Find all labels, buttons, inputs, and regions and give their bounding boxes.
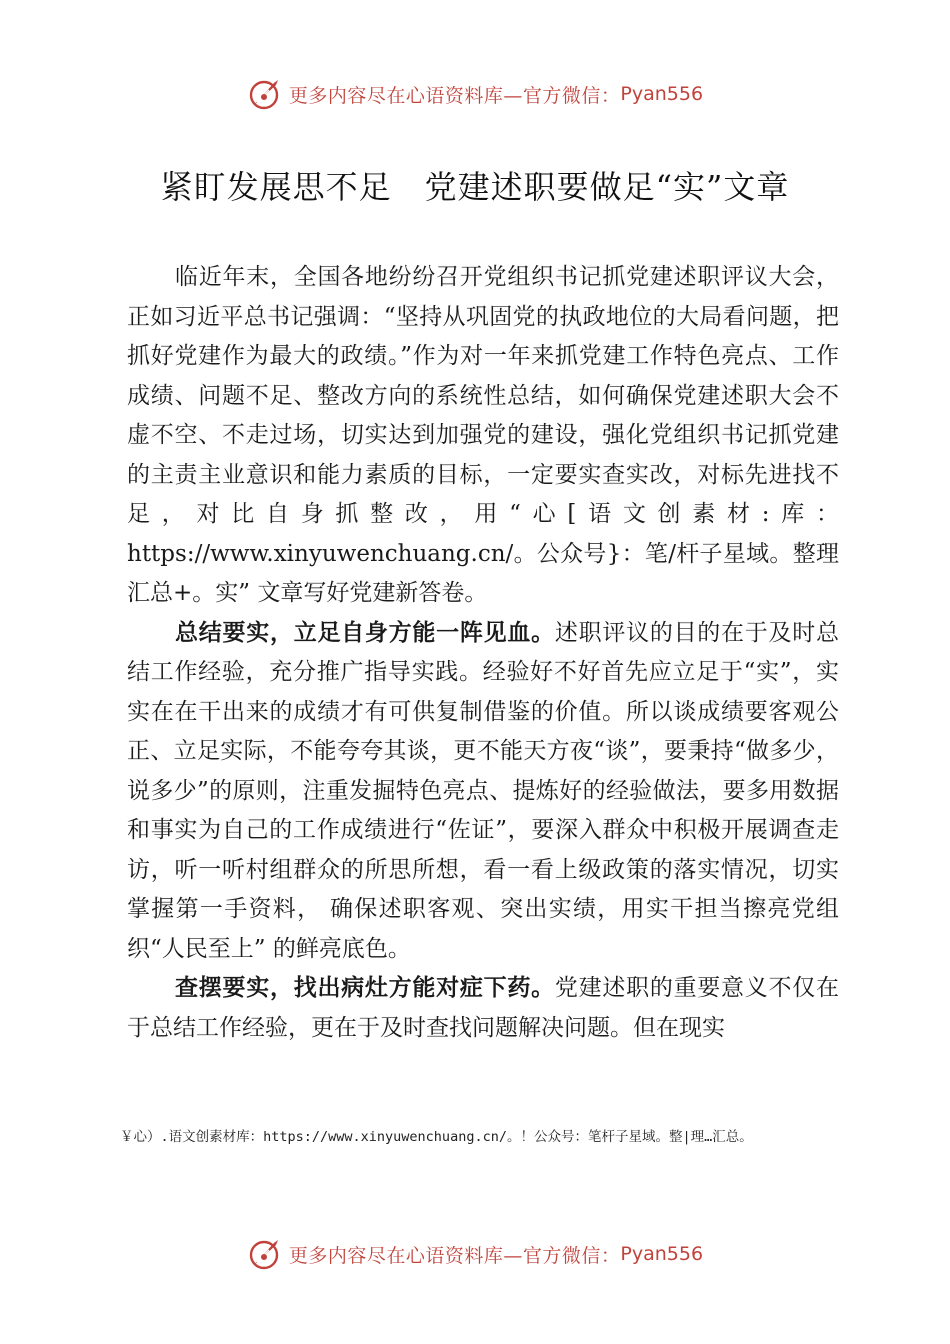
- paragraph-check-text: 党建述职的重要意义不仅在于总结工作经验，更在于及时查找问题解决问题。但在现实: [127, 975, 840, 1041]
- footer-banner: [0, 1232, 950, 1276]
- header-banner-text: 更多内容尽在心语资料库—官方微信：: [288, 84, 621, 107]
- quill-pen-circle-logo-icon: [247, 76, 283, 112]
- document-title: 紧盯发展思不足 党建述职要做足“实”文章: [160, 168, 790, 206]
- paragraph-summary-lead: 总结要实，立足自身方能一阵见血。: [175, 619, 555, 646]
- paragraph-check-lead: 查摆要实，找出病灶方能对症下药。: [175, 975, 555, 1001]
- footnote: ￥心）.语文创素材库：https://www.xinyuwenchuang.cn/。！公众号：笔杆子星域。整|理…汇总。: [120, 1129, 753, 1145]
- header-wechat-id: Pyan556: [620, 83, 704, 105]
- paragraph-summary-text: 述职评议的目的在于及时总结工作经验，充分推广指导实践。经验好不好首先应立足于“实”，实实在在干出来的成绩才有可供复制借鉴的价值。所以谈成绩要客观公正、立足实际，不能夸夸其谈，更不能天方夜“谈”，要秉持“做多少，说多少”的原则，注重发掘特色亮点、提炼好的经验做法，要多用数据和事实为自己的工作成绩进行“佐证”，要深入群众中积极开展调查走访，听一听村组群众的所思所想，看一看上级政策的落实情况，切实掌握第一手资料， 确保述职客观、突出实绩，用实干担当擦亮党组织“人民至上” 的鲜亮底色。: [127, 619, 840, 962]
- header-banner: [0, 72, 950, 116]
- quill-pen-circle-logo-icon: [247, 1236, 283, 1272]
- paragraph-check: [127, 969, 839, 1048]
- article-body: [127, 258, 839, 1048]
- footer-banner-text: 更多内容尽在心语资料库—官方微信：: [288, 1244, 621, 1267]
- paragraph-summary: [127, 614, 839, 970]
- footer-wechat-id: Pyan556: [620, 1243, 704, 1265]
- paragraph-intro: [127, 258, 839, 614]
- paragraph-intro-text: 临近年末，全国各地纷纷召开党组织书记抓党建述职评议大会，正如习近平总书记强调：“坚持从巩固党的执政地位的大局看问题，把抓好党建作为最大的政绩。”作为对一年来抓党建工作特色亮点、工作成绩、问题不足、整改方向的系统性总结，如何确保党建述职大会不虚不空、不走过场，切实达到加强党的建设，强化党组织书记抓党建的主责主业意识和能力素质的目标，一定要实查实改，对标先进找不足，对比自身抓整改，用“心[语文创素材:库：https://www.xinyuwenchuang.cn/。公众号}：笔/杆子星域。整理汇总+。实” 文章写好党建新答卷。: [127, 264, 839, 606]
